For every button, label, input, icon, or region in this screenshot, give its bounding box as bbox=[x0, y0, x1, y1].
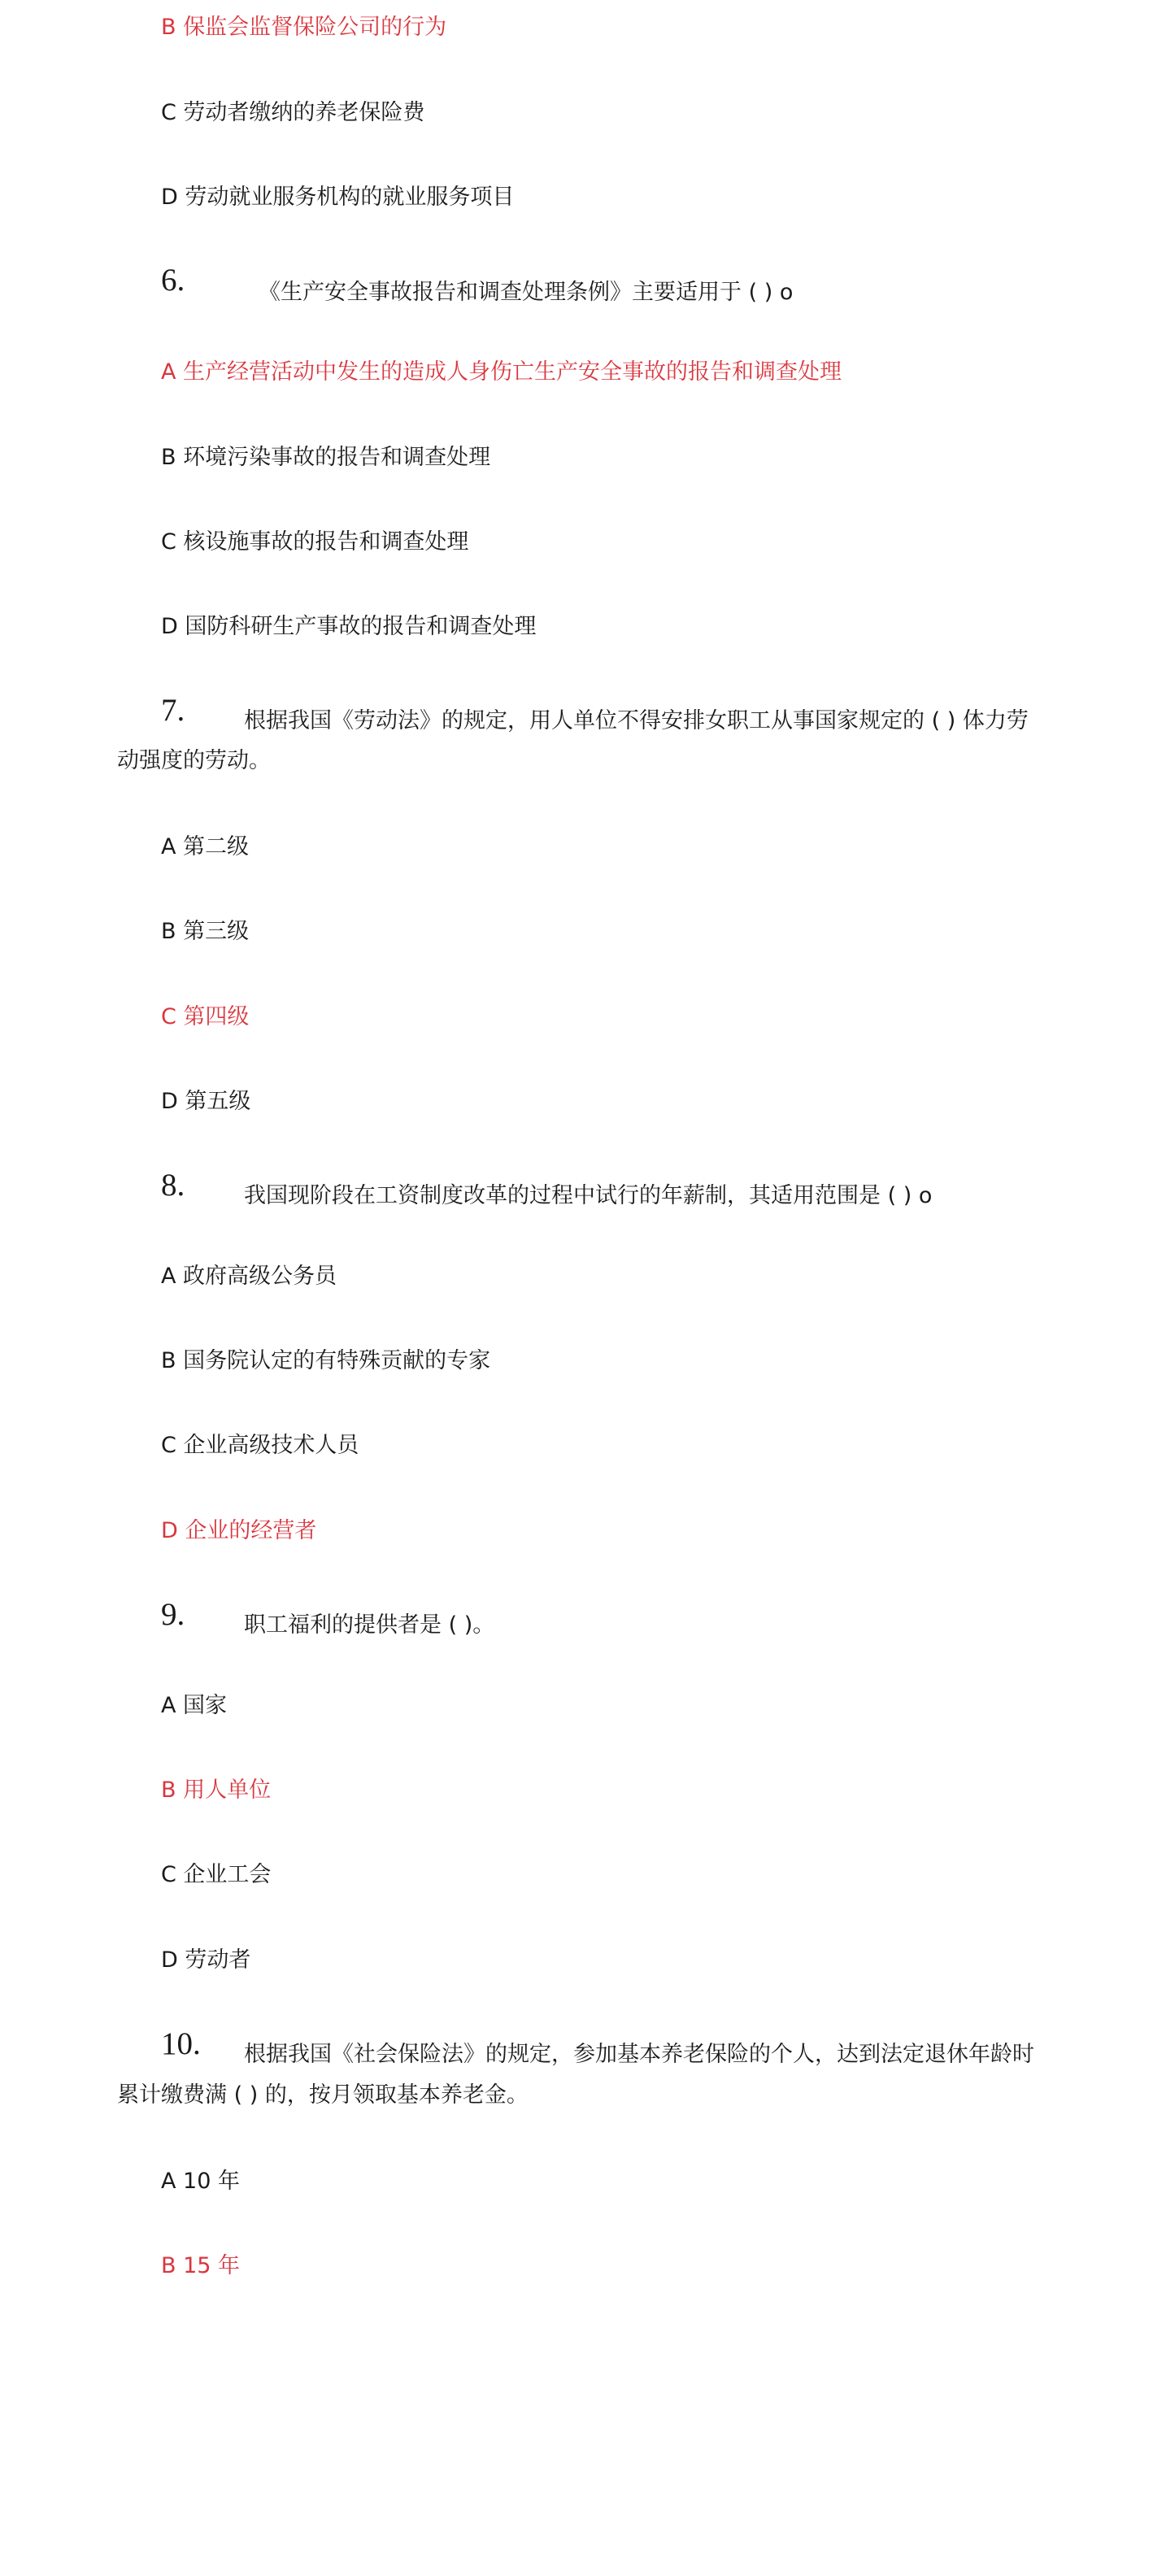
prev-option-c: C 劳动者缴纳的养老保险费 bbox=[161, 100, 425, 125]
question-6-option-c: C 核设施事故的报告和调查处理 bbox=[161, 529, 469, 555]
question-7-option-a: A 第二级 bbox=[161, 834, 250, 859]
question-8-text: 我国现阶段在工资制度改革的过程中试行的年薪制，其适用范围是 ( ) o bbox=[244, 1183, 933, 1208]
question-8-option-c: C 企业高级技术人员 bbox=[161, 1433, 359, 1458]
question-10-option-b: B 15 年 bbox=[161, 2253, 241, 2278]
question-9-option-c: C 企业工会 bbox=[161, 1862, 272, 1887]
question-8-option-b: B 国务院认定的有特殊贡献的专家 bbox=[161, 1348, 491, 1373]
question-10-number: 10. bbox=[161, 2026, 201, 2061]
prev-option-d: D 劳动就业服务机构的就业服务项目 bbox=[161, 185, 515, 210]
question-10-text-line2: 累计缴费满 ( ) 的，按月领取基本养老金。 bbox=[117, 2082, 529, 2108]
question-6-number: 6. bbox=[161, 263, 185, 298]
question-7-text-line1: 根据我国《劳动法》的规定，用人单位不得安排女职工从事国家规定的 ( ) 体力劳 bbox=[244, 708, 1029, 733]
question-8-option-a: A 政府高级公务员 bbox=[161, 1264, 337, 1289]
question-7-option-c: C 第四级 bbox=[161, 1004, 250, 1029]
question-7-number: 7. bbox=[161, 693, 185, 728]
question-6-text: 《生产安全事故报告和调查处理条例》主要适用于 ( ) o bbox=[259, 280, 794, 305]
question-6-option-a: A 生产经营活动中发生的造成人身伤亡生产安全事故的报告和调查处理 bbox=[161, 359, 842, 385]
question-9-option-d: D 劳动者 bbox=[161, 1947, 251, 1973]
prev-option-b: B 保监会监督保险公司的行为 bbox=[161, 15, 447, 40]
question-7-option-d: D 第五级 bbox=[161, 1089, 251, 1114]
question-10-text-line1: 根据我国《社会保险法》的规定，参加基本养老保险的个人，达到法定退休年龄时 bbox=[244, 2042, 1034, 2067]
question-7-option-b: B 第三级 bbox=[161, 919, 250, 944]
question-9-number: 9. bbox=[161, 1597, 185, 1632]
question-10-option-a: A 10 年 bbox=[161, 2169, 240, 2194]
question-9-option-b: B 用人单位 bbox=[161, 1778, 272, 1803]
question-8-number: 8. bbox=[161, 1168, 185, 1203]
question-6-option-b: B 环境污染事故的报告和调查处理 bbox=[161, 445, 491, 470]
question-8-option-d: D 企业的经营者 bbox=[161, 1518, 317, 1543]
question-7-text-line2: 动强度的劳动。 bbox=[117, 748, 271, 773]
question-9-text: 职工福利的提供者是 ( )。 bbox=[244, 1612, 495, 1638]
question-9-option-a: A 国家 bbox=[161, 1693, 228, 1718]
question-6-option-d: D 国防科研生产事故的报告和调查处理 bbox=[161, 614, 537, 639]
